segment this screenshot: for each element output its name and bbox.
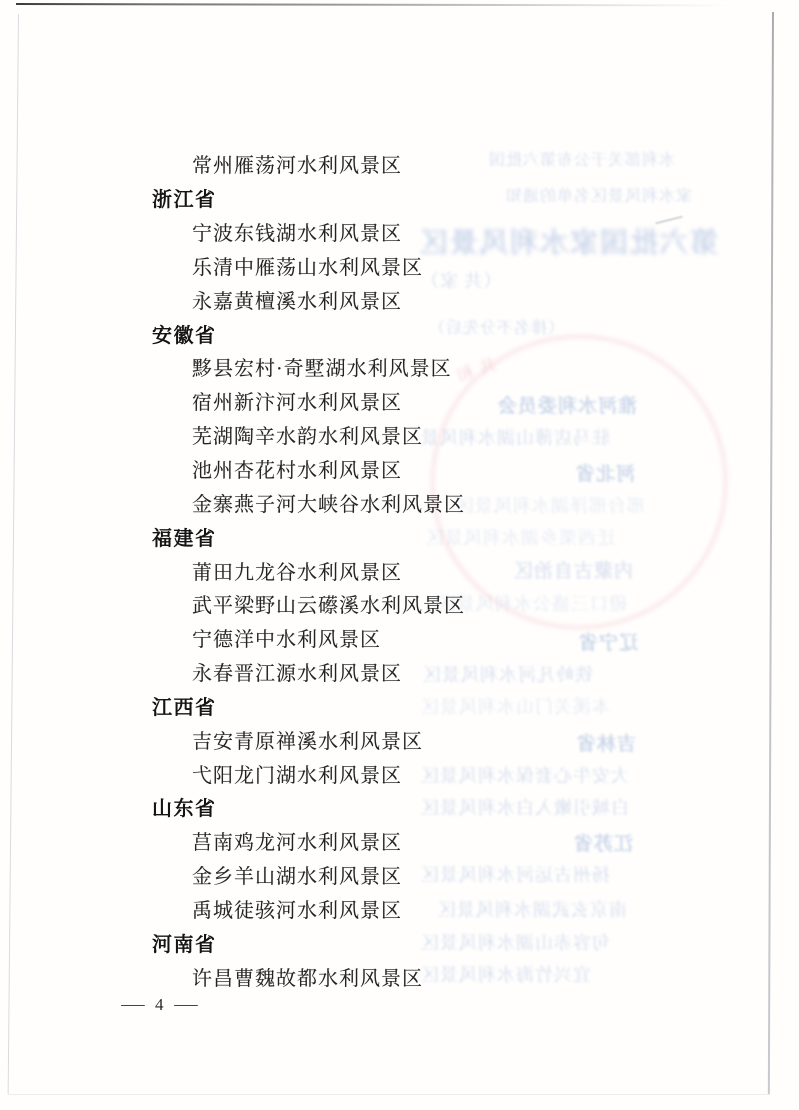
list-item: 宿州新汴河水利风景区: [192, 392, 402, 415]
list-item: 黟县宏村·奇墅湖水利风景区: [192, 358, 452, 381]
list-item: 宁波东钱湖水利风景区: [192, 223, 402, 246]
list-item: 乐清中雁荡山水利风景区: [192, 256, 423, 279]
province-header: 山东省: [152, 798, 217, 821]
bleedthrough-line: 迁西栗乡湖水利风景区: [425, 528, 615, 548]
bleedthrough-header: 淮河水利委员会: [497, 396, 638, 417]
page-number-value: 4: [155, 994, 164, 1014]
bleedthrough-header: 河北省: [575, 464, 636, 485]
province-header: 福建省: [152, 527, 217, 550]
list-item: 武平梁野山云礤溪水利风景区: [192, 595, 465, 618]
list-item: 禹城徒骇河水利风景区: [192, 899, 402, 922]
scenic-area-list: [152, 147, 632, 993]
province-header: 河南省: [152, 933, 217, 956]
bleedthrough-line: （排名不分先后）: [428, 320, 565, 337]
pencil-mark: [655, 216, 683, 225]
bleedthrough-header: 吉林省: [576, 734, 637, 755]
scan-edge-right: [768, 12, 774, 1094]
list-item: 弋阳龙门湖水利风景区: [192, 764, 402, 787]
list-item: 莒南鸡龙河水利风景区: [192, 832, 402, 855]
scan-edge-left: [8, 14, 20, 1094]
list-item: 永嘉黄檀溪水利风景区: [192, 290, 402, 313]
bleedthrough-line: 南京玄武湖水利风景区: [437, 900, 627, 920]
page-number-right-dash: —: [173, 994, 198, 1014]
bleedthrough-line: 磴口三盛公水利风景区: [437, 594, 627, 614]
list-item: 吉安青原禅溪水利风景区: [192, 730, 423, 753]
list-item: 金寨燕子河大峡谷水利风景区: [192, 493, 465, 516]
province-header: 江西省: [152, 696, 217, 719]
bleedthrough-line: 铁岭凡河水利风景区: [422, 665, 593, 685]
bleedthrough-line: 大安牛心套保水利风景区: [420, 766, 629, 786]
list-item: 芜湖陶辛水韵水利风景区: [192, 426, 423, 449]
list-item: 常州雁荡河水利风景区: [192, 155, 402, 178]
seal-ring-text-ghost: 共 和: [453, 354, 500, 386]
bleedthrough-line: 本溪关门山水利风景区: [420, 697, 610, 717]
bleedthrough-line: 白城引嫩入白水利风景区: [420, 798, 629, 818]
bleedthrough-line: 驻马店薄山湖水利风景: [420, 428, 610, 448]
province-header: 浙江省: [152, 189, 217, 212]
bleedthrough-line: 邢台邢泽湖水利风景区: [455, 496, 645, 516]
list-item: 金乡羊山湖水利风景区: [192, 866, 402, 889]
bleedthrough-line: 家水利风景区名单的通知: [505, 188, 693, 205]
list-item: 宁德洋中水利风景区: [192, 629, 381, 652]
bleedthrough-line: 扬州古运河水利风景区: [420, 865, 610, 885]
bleedthrough-line: 宜兴竹海水利风景区: [420, 965, 591, 985]
list-item: 池州杏花村水利风景区: [192, 460, 402, 483]
page-number-left-dash: —: [121, 994, 145, 1014]
bleedthrough-header: 内蒙古自治区: [513, 561, 634, 582]
list-item: 许昌曹魏故都水利风景区: [192, 967, 423, 990]
bleedthrough-header: 江苏省: [573, 834, 634, 855]
scan-edge-bottom: [8, 1094, 770, 1095]
bleedthrough-line: 句容赤山湖水利风景区: [420, 933, 610, 953]
bleedthrough-line: 水利部关于公布第六批国: [488, 152, 676, 169]
bleedthrough-header: 辽宁省: [578, 633, 639, 654]
scan-edge-top: [16, 3, 761, 7]
list-item: 莆田九龙谷水利风景区: [192, 561, 402, 584]
bleedthrough-title: 第六批国家水利风景区: [418, 227, 719, 258]
province-header: 安徽省: [152, 324, 217, 347]
bleedthrough-line: （共 家）: [420, 271, 502, 291]
list-item: 永春晋江源水利风景区: [192, 663, 402, 686]
page-number: [121, 994, 198, 1015]
